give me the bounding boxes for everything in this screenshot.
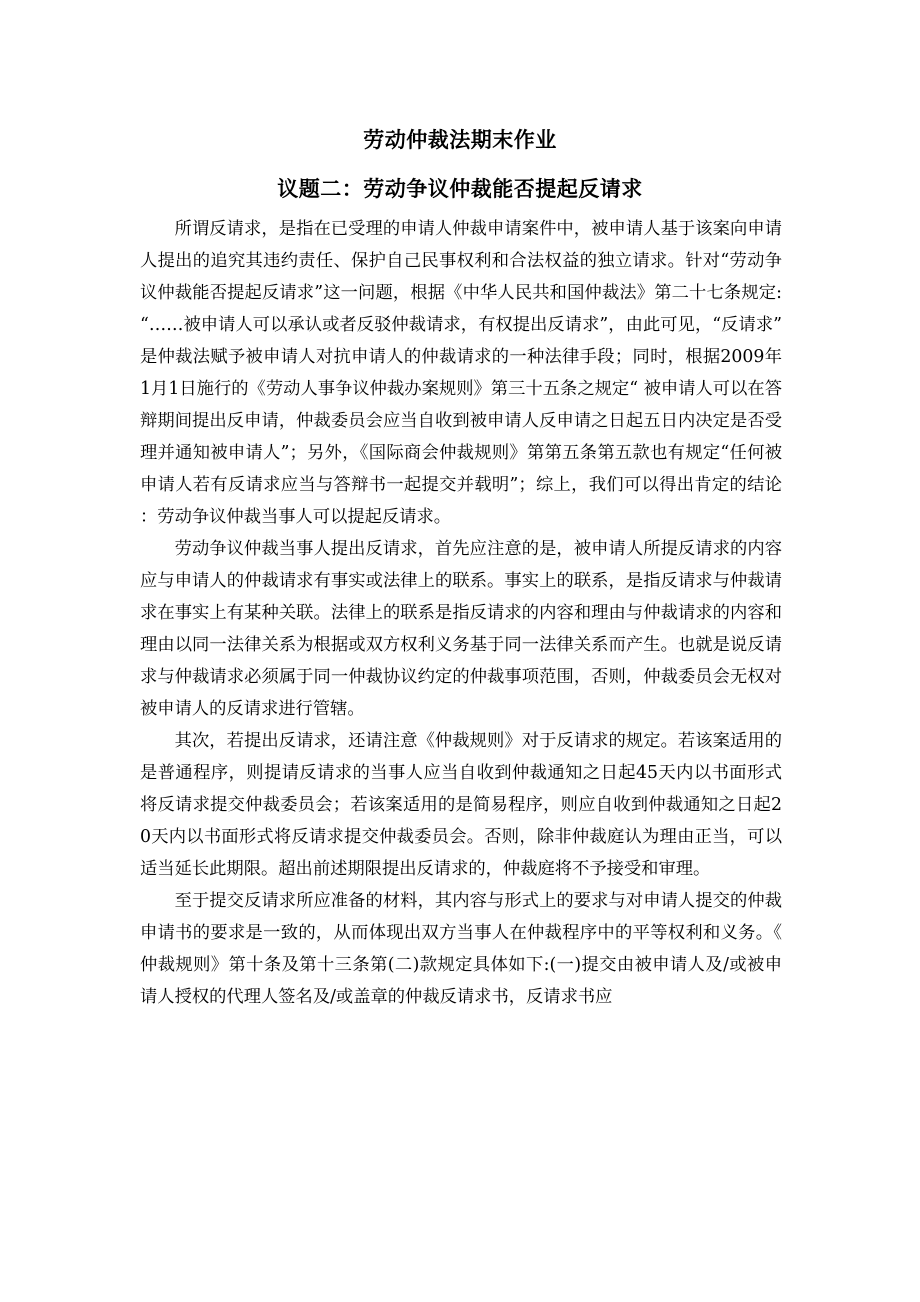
paragraph-materials: 至于提交反请求所应准备的材料，其内容与形式上的要求与对申请人提交的仲裁申请书的要求是一致的，从而体现出双方当事人在仲裁程序中的平等权利和义务。《仲裁规则》第十条及第十三条第(二)款规定具体如下:(一)提交由被申请人及/或被申请人授权的代理人签名及/或盖章的仲裁反请求书，反请求书应 xyxy=(140,891,782,1007)
paragraph-definition: 所谓反请求，是指在已受理的申请人仲裁申请案件中，被申请人基于该案向申请人提出的追究其违约责任、保护自己民事权利和合法权益的独立请求。针对“劳动争议仲裁能否提起反请求”这一问题，根据《中华人民共和国仲裁法》第二十七条规定:“……被申请人可以承认或者反驳仲裁请求，有权提出反请求”，由此可见，“反请求”是仲裁法赋予被申请人对抗申请人的仲裁请求的一种法律手段；同时，根据2009年1月1日施行的《劳动人事争议仲裁办案规则》第三十五条之规定“ 被申请人可以在答辩期间提出反申请，仲裁委员会应当自收到被申请人反申请之日起五日内决定是否受理并通知被申请人”；另外，《国际商会仲裁规则》第第五条第五款也有规定“任何被申请人若有反请求应当与答辩书一起提交并载明”；综上，我们可以得出肯定的结论：劳动争议仲裁当事人可以提起反请求。 xyxy=(140,219,782,527)
document-subtitle: 议题二：劳动争议仲裁能否提起反请求 xyxy=(277,177,643,201)
document-title: 劳动仲裁法期末作业 xyxy=(363,128,557,152)
document-body xyxy=(140,213,782,1013)
paragraph-connection: 劳动争议仲裁当事人提出反请求，首先应注意的是，被申请人所提反请求的内容应与申请人的仲裁请求有事实或法律上的联系。事实上的联系，是指反请求与仲裁请求在事实上有某种关联。法律上的联系是指反请求的内容和理由与仲裁请求的内容和理由以同一法律关系为根据或双方权利义务基于同一法律关系而产生。也就是说反请求与仲裁请求必须属于同一仲裁协议约定的仲裁事项范围，否则，仲裁委员会无权对被申请人的反请求进行管辖。 xyxy=(140,539,782,719)
paragraph-deadline: 其次，若提出反请求，还请注意《仲裁规则》对于反请求的规定。若该案适用的是普通程序，则提请反请求的当事人应当自收到仲裁通知之日起45天内以书面形式将反请求提交仲裁委员会；若该案适用的是简易程序，则应自收到仲裁通知之日起20天内以书面形式将反请求提交仲裁委员会。否则，除非仲裁庭认为理由正当，可以适当延长此期限。超出前述期限提出反请求的，仲裁庭将不予接受和审理。 xyxy=(140,731,782,879)
